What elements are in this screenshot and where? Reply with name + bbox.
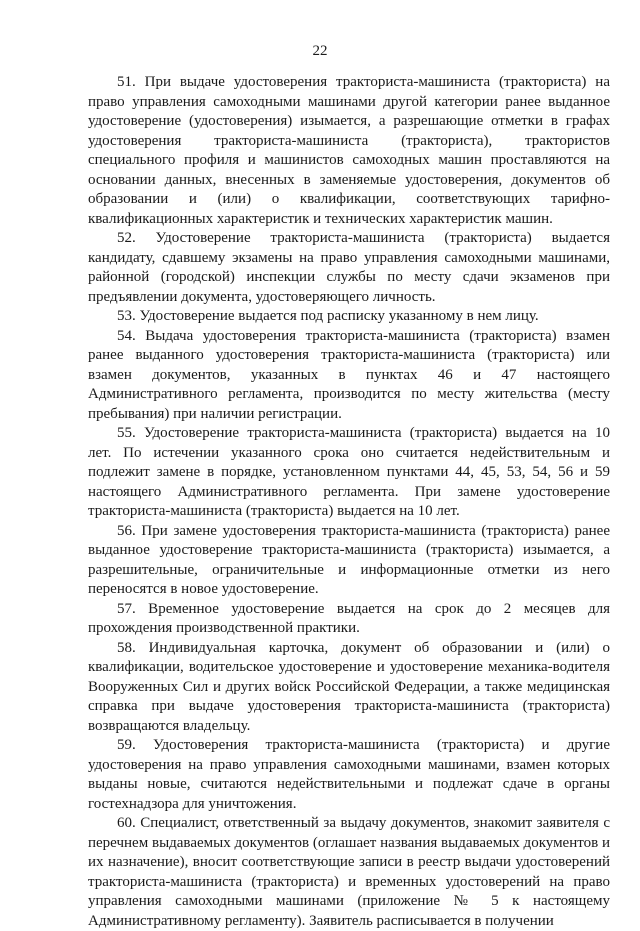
paragraph-53: 53. Удостоверение выдается под расписку указанному в нем лицу. bbox=[117, 308, 539, 324]
paragraph-56: 56. При замене удостоверения тракториста-машиниста (тракториста) ранее выданное удостоверение тракториста-машиниста (тракториста) изымается, а разрешительные, ограничительные и информационные отметки из него переносятся в новое удостоверение. bbox=[88, 522, 610, 597]
paragraph-54: 54. Выдача удостоверения тракториста-машиниста (тракториста) взамен ранее выданного удостоверения тракториста-машиниста (тракториста) или взамен документов, указанных в пунктах 46 и 47 настоящего Административного регламента, производится по месту жительства (месту пребывания) при наличии регистрации. bbox=[88, 327, 610, 422]
paragraph-59: 59. Удостоверения тракториста-машиниста (тракториста) и другие удостоверения на право управления самоходными машинами, взамен которых выданы новые, считаются недействительными и подлежат сдаче в органы гостехнадзора для уничтожения. bbox=[88, 737, 610, 812]
paragraph-52: 52. Удостоверение тракториста-машиниста (тракториста) выдается кандидату, сдавшему экзамены на право управления самоходными машинами, районной (городской) инспекции службы по месту сдачи экзаменов при предъявлении документа, удостоверяющего личность. bbox=[88, 230, 610, 305]
paragraph-51: 51. При выдаче удостоверения тракториста-машиниста (тракториста) на право управления самоходными машинами другой категории ранее выданное удостоверение (удостоверения) изымается, а разрешающие отметки в графах удостоверения тракториста-машиниста (тракториста), трактористов специального профиля и машинистов самоходных машин проставляются на основании данных, внесенных в заменяемые удостоверения, документов об образовании и (или) о квалификации, соответствующих тарифно-квалификационных характеристик и технических характеристик машин. bbox=[88, 74, 610, 227]
paragraph-58: 58. Индивидуальная карточка, документ об образовании и (или) о квалификации, водительское удостоверение и удостоверение механика-водителя Вооруженных Сил и других войск Российской Федерации, а также медицинская справка при выдаче удостоверения тракториста-машиниста (тракториста) возвращаются владельцу. bbox=[88, 639, 610, 734]
paragraph-60: 60. Специалист, ответственный за выдачу документов, знакомит заявителя с перечнем выдаваемых документов (оглашает названия выдаваемых документов и их назначение), вносит соответствующие записи в реестр выдачи удостоверений тракториста-машиниста (тракториста) и временных удостоверений на право управления самоходными машинами (приложение № 5 к настоящему Административному регламенту). Заявитель расписывается в получении bbox=[88, 815, 610, 929]
paragraph-55: 55. Удостоверение тракториста-машиниста (тракториста) выдается на 10 лет. По истечении указанного срока оно считается недействительным и подлежит замене в порядке, установленном пунктами 44, 45, 53, 54, 56 и 59 настоящего Административного регламента. При замене удостоверение тракториста-машиниста (тракториста) выдается на 10 лет. bbox=[88, 425, 610, 519]
paragraph-57: 57. Временное удостоверение выдается на срок до 2 месяцев для прохождения производственной практики. bbox=[88, 600, 610, 636]
page-number: 22 bbox=[312, 43, 328, 59]
document-body bbox=[88, 73, 610, 931]
